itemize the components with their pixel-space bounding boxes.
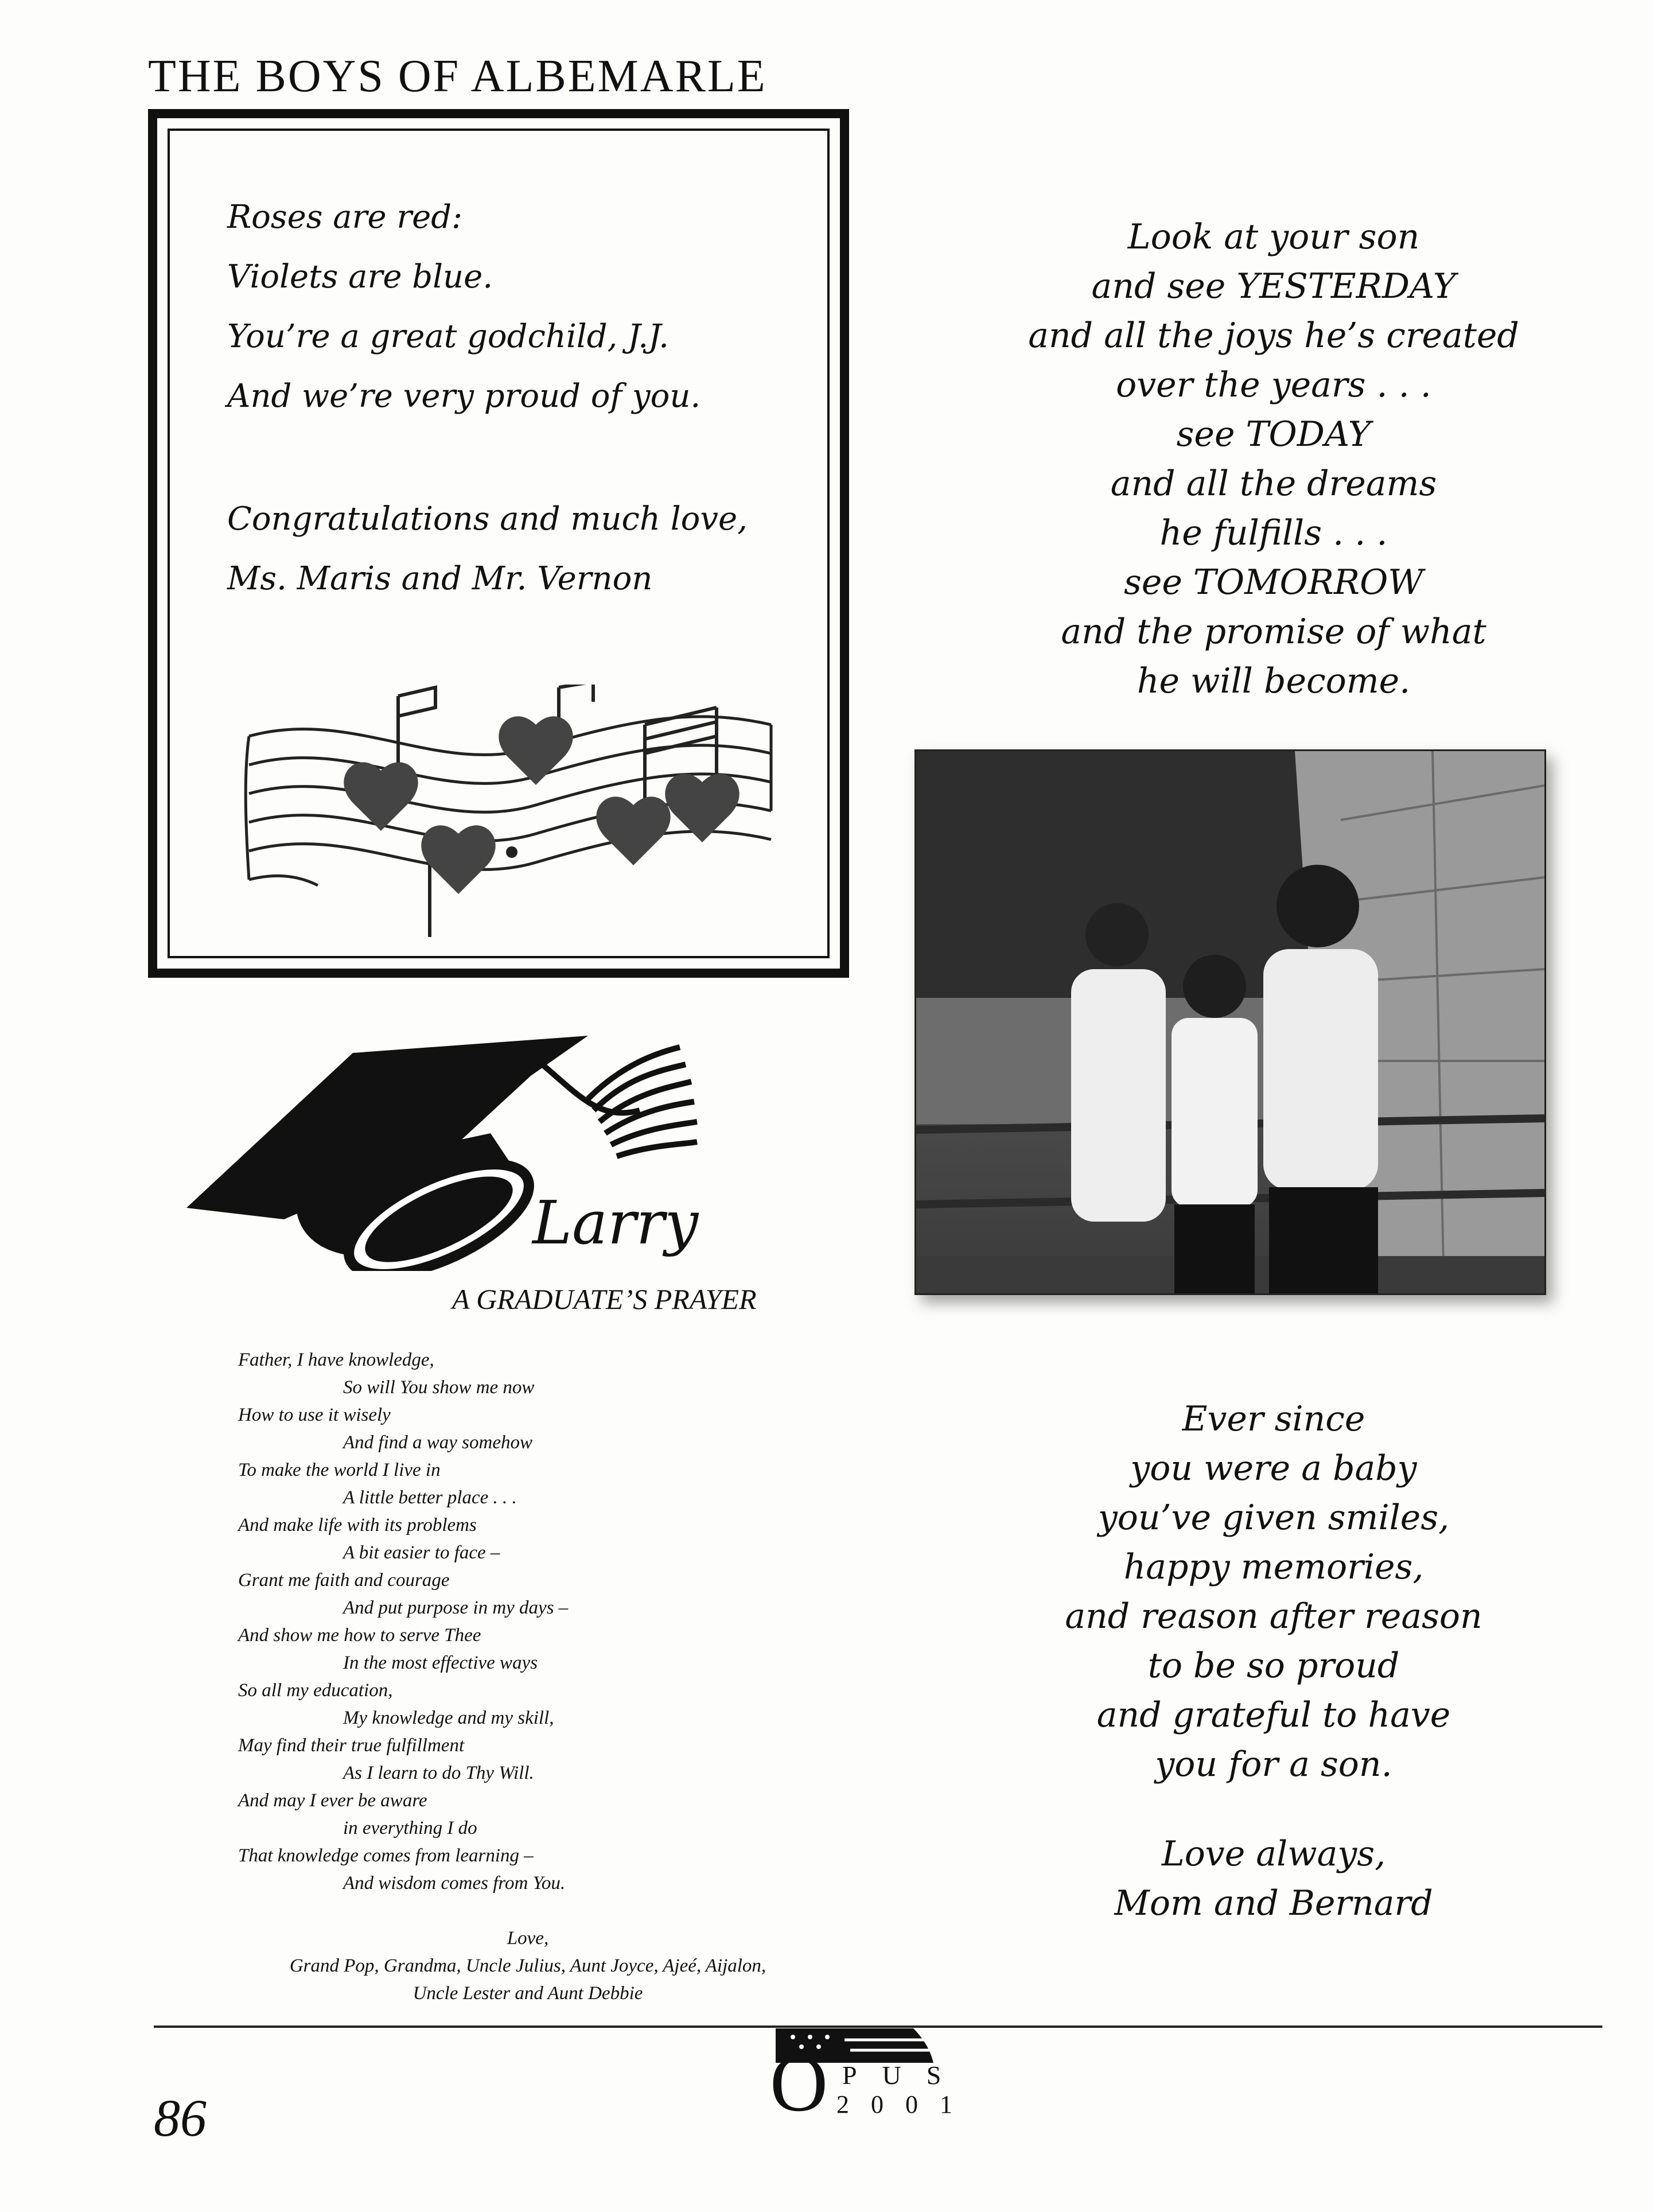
verse-line: and see YESTERDAY — [1091, 266, 1456, 306]
verse-line: you for a son. — [1155, 1744, 1392, 1785]
music-staff-hearts-icon — [238, 685, 783, 937]
prayer-signature-love: Love, — [507, 1928, 549, 1949]
verse-line: Look at your son — [1127, 217, 1420, 257]
poem-line: Ms. Maris and Mr. Vernon — [227, 560, 653, 597]
poem-line: And we’re very proud of you. — [227, 378, 701, 415]
prayer-line: So will You show me now — [343, 1377, 535, 1398]
prayer-line: And make life with its problems — [238, 1515, 477, 1535]
verse-line: see TODAY — [1176, 414, 1371, 454]
verse-line: see TOMORROW — [1124, 562, 1423, 602]
verse-line: and all the dreams — [1110, 464, 1437, 504]
verse-line: Ever since — [1182, 1399, 1365, 1439]
prayer-line: in everything I do — [343, 1818, 477, 1838]
opus-logo-year: 2001 — [836, 2090, 974, 2118]
prayer-signature-names: Uncle Lester and Aunt Debbie — [412, 1983, 643, 2004]
verse-closing: Mom and Bernard — [1114, 1883, 1433, 1923]
prayer-line: In the most effective ways — [343, 1653, 538, 1673]
prayer-line: That knowledge comes from learning – — [238, 1845, 534, 1866]
prayer-line: And show me how to serve Thee — [238, 1625, 481, 1646]
poem-line: Violets are blue. — [227, 258, 493, 296]
graduate-name: Larry — [532, 1188, 699, 1258]
prayer-line: And wisdom comes from You. — [343, 1873, 566, 1894]
prayer-line: And may I ever be aware — [238, 1790, 427, 1811]
page-number: 86 — [154, 2089, 207, 2147]
verse-line: and reason after reason — [1065, 1596, 1482, 1636]
prayer-signature-names: Grand Pop, Grandma, Uncle Julius, Aunt Joyce, Ajeé, Aijalon, — [289, 1956, 766, 1976]
prayer-line: Father, I have knowledge, — [238, 1350, 434, 1370]
verse-bottom — [1010, 1394, 1538, 1928]
opus-logo-word: PUS — [842, 2061, 967, 2090]
verse-line: over the years . . . — [1116, 365, 1431, 405]
family-photo-image — [916, 751, 1544, 1293]
verse-line: and the promise of what — [1061, 612, 1486, 652]
prayer-line: May find their true fulfillment — [238, 1735, 465, 1756]
prayer-line: My knowledge and my skill, — [343, 1708, 554, 1728]
poem-line: Roses are red: — [227, 199, 463, 236]
prayer-line: And put purpose in my days – — [343, 1597, 569, 1618]
verse-line: and grateful to have — [1096, 1695, 1451, 1735]
verse-closing: Love always, — [1161, 1834, 1386, 1874]
verse-line: you were a baby — [1130, 1448, 1417, 1488]
prayer-line: A little better place . . . — [343, 1487, 517, 1508]
verse-top — [1010, 212, 1538, 706]
verse-line: and all the joys he’s created — [1028, 316, 1519, 356]
poem-box-inner-border — [168, 129, 830, 958]
prayer-line: How to use it wisely — [238, 1405, 391, 1425]
prayer-title: A GRADUATE’S PRAYER — [452, 1283, 757, 1315]
prayer-line: So all my education, — [238, 1680, 393, 1701]
prayer-line: Grant me faith and courage — [238, 1570, 450, 1591]
verse-line: happy memories, — [1123, 1547, 1424, 1587]
verse-line: he will become. — [1137, 661, 1411, 701]
prayer-line: To make the world I live in — [238, 1460, 441, 1480]
verse-line: to be so proud — [1147, 1646, 1400, 1686]
family-photo — [914, 749, 1546, 1295]
poem-line: Congratulations and much love, — [227, 500, 748, 538]
opus-logo-o: O — [770, 2039, 828, 2128]
verse-line: you’ve given smiles, — [1098, 1498, 1450, 1538]
prayer-line: As I learn to do Thy Will. — [343, 1763, 534, 1783]
page-title: THE BOYS OF ALBEMARLE — [148, 51, 767, 102]
prayer-line: A bit easier to face – — [343, 1542, 500, 1563]
poem-box — [148, 109, 849, 978]
verse-line: he fulfills . . . — [1159, 513, 1388, 553]
poem-line: You’re a great godchild, J.J. — [227, 318, 669, 355]
prayer-line: And find a way somehow — [343, 1432, 532, 1453]
